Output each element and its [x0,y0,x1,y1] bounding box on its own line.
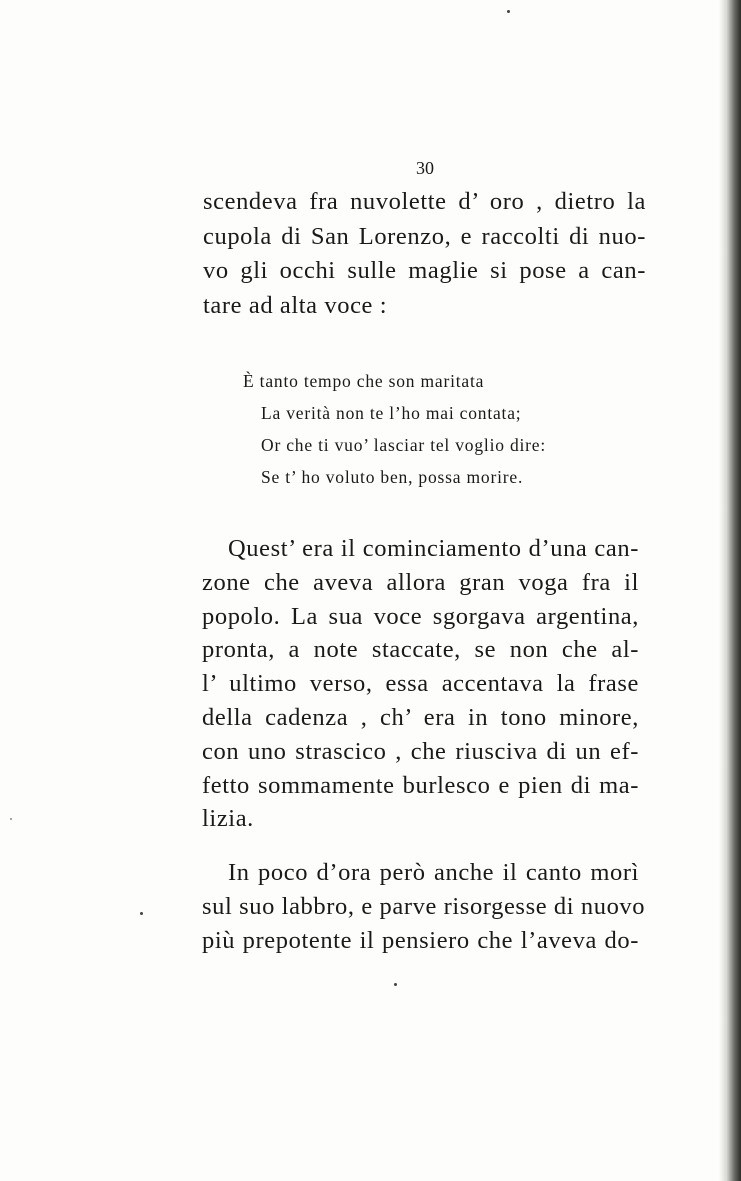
print-speck [394,983,397,986]
verse-line: Or che ti vuo’ lasciar tel voglio dire: [261,435,547,455]
text-line: della cadenza , ch’ era in tono minore, [202,703,639,731]
paragraph-2 [202,532,639,836]
text-line: In poco d’ora però anche il canto morì [228,859,639,886]
verse-line: Se t’ ho voluto ben, possa morire. [261,467,524,487]
paragraph-3 [202,856,646,958]
verse-block [243,365,603,493]
verse-line: È tanto tempo che son maritata [243,371,485,391]
text-line: più prepotente il pensiero che l’aveva do- [202,927,639,954]
text-line: sul suo labbro, e parve risorgesse di nuovo [202,893,646,920]
text-line: popolo. La sua voce sgorgava argentina, [202,602,639,630]
print-speck [140,912,143,915]
text-line: pronta, a note staccate, se non che al- [202,636,639,664]
text-line: lizia. [202,805,254,833]
print-speck [10,818,12,820]
text-line: vo gli occhi sulle maglie si pose a can- [203,257,646,284]
page-number: 30 [416,158,434,178]
paragraph-1 [203,185,646,323]
page-binding-edge [719,0,741,1181]
text-line: fetto sommamente burlesco e pien di ma- [202,771,639,799]
text-line: scendeva fra nuvolette d’ oro , dietro la [203,188,646,215]
text-line: zone che aveva allora gran voga fra il [202,568,639,596]
text-line: cupola di San Lorenzo, e raccolti di nuo- [203,222,646,250]
print-speck [507,10,510,13]
text-line: l’ ultimo verso, essa accentava la frase [202,670,639,698]
text-line: Quest’ era il cominciamento d’una can- [228,535,639,562]
text-line: tare ad alta voce : [203,291,388,319]
verse-line: La verità non te l’ho mai contata; [261,403,522,423]
text-line: con uno strascico , che riusciva di un ef- [202,737,639,765]
